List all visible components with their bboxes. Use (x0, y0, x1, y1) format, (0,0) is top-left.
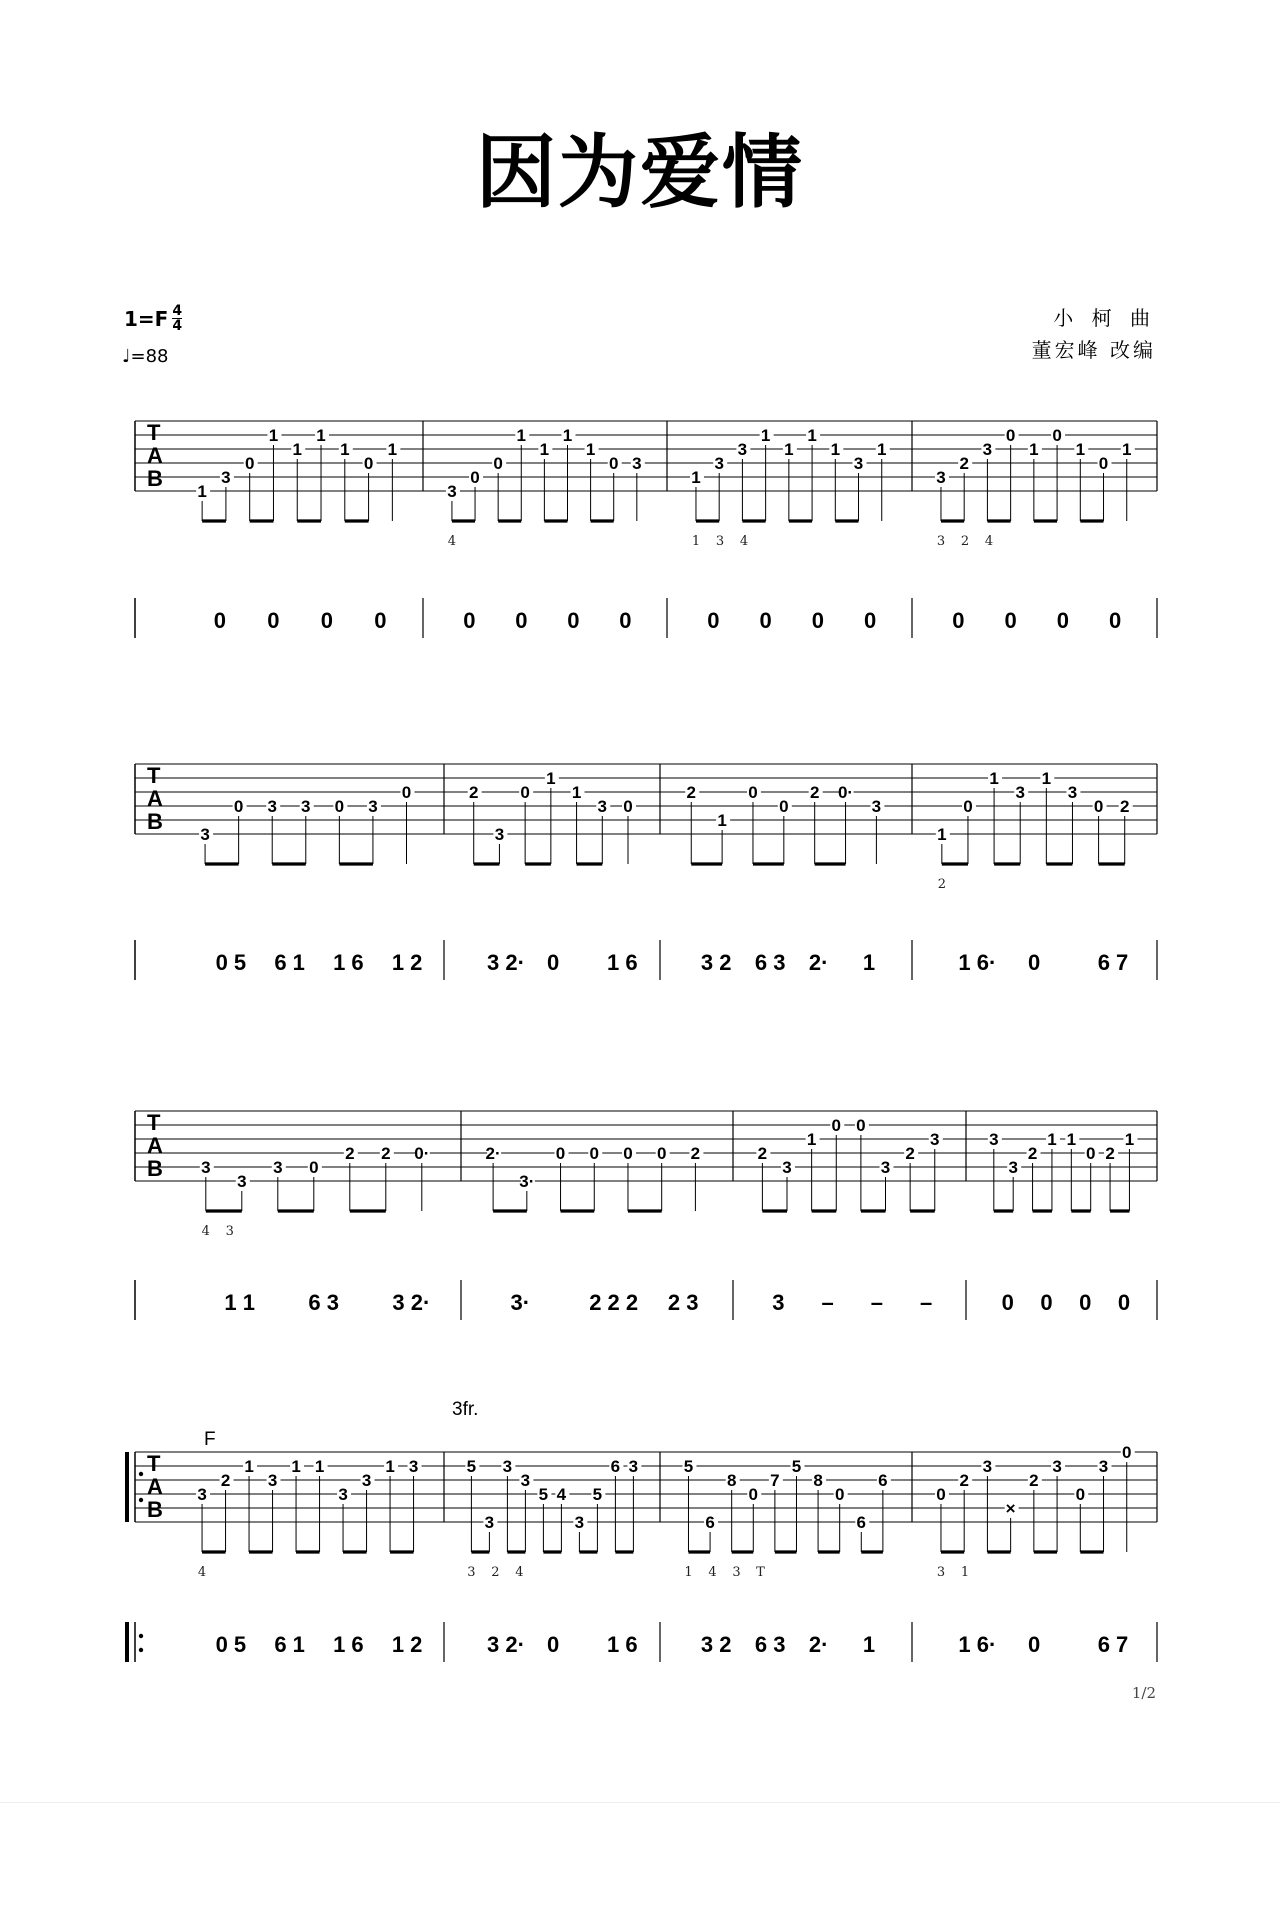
tab-fret-number: 3 (782, 1158, 792, 1177)
tab-fret-number: 1 (292, 440, 302, 459)
tab-fret-number: 1 (717, 811, 727, 830)
tab-fret-number: 0 (748, 1485, 759, 1504)
tab-fret-number: 0 (748, 783, 758, 802)
tab-fret-number: 3 (201, 1158, 211, 1177)
fingering-number: 4 (739, 534, 749, 549)
tab-fret-number: 1 (1047, 1130, 1057, 1149)
jianpu-beat: 1 (862, 1632, 876, 1657)
tab-fret-number: 4 (556, 1485, 567, 1504)
tab-fret-number: 2 (686, 783, 696, 802)
tab-fret-number: 0 (608, 454, 619, 473)
arranger-credit: 董宏峰 改编 (1031, 338, 1156, 362)
tab-fret-number: 3 (853, 454, 864, 473)
jianpu-beat: 0 (515, 608, 528, 633)
jianpu-beat: 6 3 (754, 1632, 786, 1657)
tab-letter-t: T (147, 1110, 161, 1135)
tab-fret-number: 3 (1052, 1457, 1062, 1476)
tab-fret-number: 0 (936, 1485, 946, 1504)
tab-fret-number: 1 (316, 426, 326, 445)
time-denominator: 4 (172, 318, 183, 334)
tab-fret-number: 0 (401, 783, 412, 802)
tab-fret-number: 3 (714, 454, 724, 473)
tab-fret-number: 3 (737, 440, 748, 459)
tab-fret-number: 6 (705, 1513, 715, 1532)
tab-fret-number: 3 (361, 1471, 372, 1490)
tab-fret-number: 3 (1098, 1457, 1109, 1476)
fingering-number: 3 (225, 1224, 234, 1239)
fingering-number: 2 (937, 877, 946, 892)
tab-fret-number: 1 (807, 426, 817, 445)
jianpu-beat: 0 (1117, 1290, 1131, 1315)
page-number: 1/2 (1131, 1684, 1156, 1702)
tab-fret-number: 3 (871, 797, 882, 816)
tab-letter-b: B (147, 809, 163, 834)
tab-fret-number: 1 (989, 769, 999, 788)
fingering-number: 3 (467, 1565, 476, 1580)
fingering-number: 1 (960, 1565, 970, 1580)
tab-fret-number: 2 (1027, 1144, 1038, 1163)
footer-divider (0, 1802, 1280, 1803)
jianpu-beat: 0 (1040, 1290, 1053, 1315)
tab-fret-number: 0 (309, 1158, 319, 1177)
jianpu-beat: 3 2 (700, 1632, 732, 1657)
tab-letter-a: A (147, 786, 163, 811)
jianpu-beat: 3 2· (392, 1290, 431, 1315)
tab-fret-number: 1 (571, 783, 582, 802)
jianpu-beat: 0 (320, 608, 333, 633)
tab-fret-number: 0 (1122, 1443, 1132, 1462)
tab-fret-number: 3 (338, 1485, 348, 1504)
jianpu-beat: 0 (952, 608, 965, 633)
tab-fret-number: 5 (791, 1457, 802, 1476)
repeat-dot (139, 1634, 143, 1638)
jianpu-beat: 0 (1056, 608, 1070, 633)
jianpu-beat: 6 3 (308, 1290, 339, 1315)
tab-fret-number: 6 (856, 1513, 867, 1532)
tab-fret-number: 7 (770, 1471, 780, 1490)
tab-fret-number: 3 (447, 482, 457, 501)
tab-fret-number: 1 (387, 440, 398, 459)
jianpu-beat: 0 (567, 608, 580, 633)
fingering-number: 2 (491, 1565, 500, 1580)
tab-letter-t: T (147, 763, 161, 788)
tab-fret-number: 1 (268, 426, 279, 445)
tab-fret-number: 2· (485, 1144, 501, 1163)
fingering-number: 3 (936, 534, 946, 549)
jianpu-beat: 1 6 (333, 1632, 364, 1657)
tab-fret-number: 3 (273, 1158, 283, 1177)
jianpu-beat: 6 1 (274, 1632, 305, 1657)
tab-fret-number: 1 (1041, 769, 1052, 788)
jianpu-beat: 1 6· (958, 950, 997, 975)
jianpu-beat: 6 7 (1097, 950, 1129, 975)
jianpu-beat: 2 3 (667, 1290, 699, 1315)
tab-fret-number: 3 (494, 825, 505, 844)
tab-fret-number: 0 (1052, 426, 1062, 445)
tab-fret-number: 3 (200, 825, 210, 844)
jianpu-beat: 1 6 (333, 950, 364, 975)
jianpu-beat: 0 (547, 950, 560, 975)
fingering-number: 4 (708, 1565, 717, 1580)
jianpu-beat: 0 (374, 608, 387, 633)
jianpu-beat: 2 2 2 (589, 1290, 639, 1315)
tab-fret-number: 0 (1093, 797, 1104, 816)
chord-label-f: F (204, 1429, 216, 1450)
tab-fret-number: 3 (267, 1471, 278, 1490)
fingering-number: 4 (447, 534, 457, 549)
jianpu-beat: 3 2· (487, 1632, 525, 1657)
tab-fret-number: 2 (905, 1144, 915, 1163)
tab-fret-number: 1 (1075, 440, 1086, 459)
repeat-dot (139, 1472, 143, 1476)
tab-letter-b: B (147, 1156, 163, 1181)
tab-fret-number: 3 (237, 1172, 247, 1191)
time-numerator: 4 (172, 303, 183, 319)
jianpu-beat: 0 (463, 608, 476, 633)
tab-fret-number: 1 (1066, 1130, 1077, 1149)
tab-fret-number: 3 (1008, 1158, 1018, 1177)
fingering-number: 4 (201, 1224, 210, 1239)
tab-fret-number: 1 (562, 426, 573, 445)
jianpu-beat: 1 2 (391, 950, 423, 975)
tab-fret-number: 1 (197, 482, 207, 501)
jianpu-beat: 2· (808, 1632, 829, 1657)
tab-fret-number: 1 (806, 1130, 817, 1149)
jianpu-beat: 0 (267, 608, 280, 633)
tab-fret-number: 1 (1122, 440, 1132, 459)
tab-fret-number: 3 (368, 797, 378, 816)
tab-fret-number: 3 (520, 1471, 531, 1490)
tab-fret-number: 0 (831, 1116, 841, 1135)
fingering-number: 4 (197, 1565, 207, 1580)
jianpu-beat: 3 2· (487, 950, 525, 975)
jianpu-beat: – (919, 1290, 933, 1315)
jianpu-beat: 1 1 (224, 1290, 255, 1315)
jianpu-beat: 1 2 (391, 1632, 423, 1657)
tab-fret-number: 8 (726, 1471, 737, 1490)
jianpu-beat: 0 (1028, 950, 1041, 975)
jianpu-beat: 1 6 (607, 950, 638, 975)
tab-fret-number: 3 (267, 797, 277, 816)
tab-fret-number: 2 (959, 454, 969, 473)
tab-fret-number: 5 (592, 1485, 603, 1504)
tab-fret-number: 3 (930, 1130, 940, 1149)
tab-fret-number: 3 (628, 1457, 639, 1476)
tab-fret-number: 0 (493, 454, 503, 473)
tab-fret-number: 0 (963, 797, 973, 816)
jianpu-beat: 0 (864, 608, 877, 633)
tab-fret-number: 3 (484, 1513, 495, 1532)
tab-fret-number: 2 (381, 1144, 391, 1163)
tab-fret-number: 2 (1029, 1471, 1039, 1490)
tab-fret-number: 1 (539, 440, 550, 459)
fingering-number: 4 (984, 534, 994, 549)
jianpu-beat: 0 (759, 608, 772, 633)
tab-letter-b: B (147, 1497, 163, 1522)
tab-fret-number: 3 (408, 1457, 419, 1476)
tab-fret-number: 3 (301, 797, 311, 816)
jianpu-beat: 0 (707, 608, 720, 633)
tab-fret-number: 0 (623, 1144, 633, 1163)
fingering-number: 4 (515, 1565, 524, 1580)
tab-fret-number: 0 (520, 783, 530, 802)
tab-fret-number: 1 (546, 769, 556, 788)
tab-fret-number: 1 (1124, 1130, 1135, 1149)
tab-fret-number: 1 (877, 440, 887, 459)
jianpu-beat: 2· (808, 950, 829, 975)
tab-fret-number: 3 (1015, 783, 1025, 802)
tab-fret-number: 1 (784, 440, 794, 459)
tab-fret-number: 6 (878, 1471, 888, 1490)
tab-fret-number: 0· (414, 1144, 430, 1163)
fingering-number: 1 (691, 534, 701, 549)
tab-fret-number: 1 (385, 1457, 395, 1476)
tab-fret-number: 0 (779, 797, 789, 816)
tab-fret-number: 2 (809, 783, 820, 802)
tab-letter-a: A (147, 443, 163, 468)
jianpu-beat: 0 (1001, 1290, 1014, 1315)
jianpu-beat: 3· (510, 1290, 531, 1315)
tab-fret-number: 3 (574, 1513, 585, 1532)
tab-fret-number: 0 (244, 454, 255, 473)
jianpu-beat: 0 (1109, 608, 1122, 633)
tab-fret-number: 0 (233, 797, 244, 816)
fingering-number: T (756, 1565, 765, 1580)
fingering-number: 3 (936, 1565, 946, 1580)
tab-fret-number: 5 (683, 1457, 694, 1476)
tab-fret-number: 3 (221, 468, 231, 487)
tab-fret-number: 3 (989, 1130, 999, 1149)
tab-fret-number: 0 (470, 468, 480, 487)
tab-fret-number: 2 (690, 1144, 701, 1163)
jianpu-beat: 6 1 (274, 950, 305, 975)
tab-fret-number: 3· (519, 1172, 535, 1191)
jianpu-beat: 0 (619, 608, 632, 633)
tab-letter-a: A (147, 1133, 163, 1158)
jianpu-beat: 0 (1079, 1290, 1092, 1315)
tab-fret-number: 0 (1005, 426, 1016, 445)
fingering-number: 3 (715, 534, 725, 549)
fingering-number: 3 (732, 1565, 741, 1580)
tab-fret-number: 3 (197, 1485, 207, 1504)
tab-fret-number: × (1005, 1499, 1016, 1518)
jianpu-beat: 3 2 (700, 950, 732, 975)
tab-fret-number: 3 (502, 1457, 513, 1476)
jianpu-beat: 6 7 (1097, 1632, 1129, 1657)
tab-fret-number: 3 (597, 797, 608, 816)
tab-fret-number: 2 (757, 1144, 768, 1163)
tab-fret-number: 1 (314, 1457, 325, 1476)
jianpu-beat: 3 (772, 1290, 785, 1315)
tab-fret-number: 2 (345, 1144, 355, 1163)
repeat-dot (139, 1498, 143, 1502)
tab-fret-number: 5 (538, 1485, 549, 1504)
tab-fret-number: 1 (830, 440, 841, 459)
tab-fret-number: 2 (220, 1471, 231, 1490)
tab-fret-number: 1 (291, 1457, 301, 1476)
jianpu-beat: 1 6 (607, 1632, 638, 1657)
jianpu-beat: – (870, 1290, 883, 1315)
tab-fret-number: 1 (937, 825, 947, 844)
jianpu-beat: 0 5 (215, 1632, 247, 1657)
position-label-3fr: 3fr. (452, 1399, 479, 1420)
jianpu-beat: 0 (213, 608, 226, 633)
tab-fret-number: 3 (982, 440, 993, 459)
tab-fret-number: 1 (760, 426, 771, 445)
tab-fret-number: 8 (813, 1471, 823, 1490)
tab-fret-number: 5 (466, 1457, 477, 1476)
tab-fret-number: 2 (959, 1471, 969, 1490)
tab-fret-number: 1 (1029, 440, 1039, 459)
tab-fret-number: 1 (691, 468, 701, 487)
tab-fret-number: 0 (656, 1144, 667, 1163)
tab-fret-number: 0 (1075, 1485, 1086, 1504)
tab-letter-b: B (147, 466, 163, 491)
jianpu-beat: 0 (1004, 608, 1017, 633)
tab-fret-number: 0 (1098, 454, 1109, 473)
tab-letter-t: T (147, 420, 161, 445)
tempo-marking: ♩=88 (122, 346, 169, 367)
tab-fret-number: 0 (589, 1144, 599, 1163)
jianpu-beat: 1 6· (958, 1632, 997, 1657)
tab-fret-number: 3 (880, 1158, 891, 1177)
tab-fret-number: 2 (468, 783, 479, 802)
tab-letter-a: A (147, 1474, 163, 1499)
jianpu-beat: – (821, 1290, 834, 1315)
tab-fret-number: 1 (585, 440, 596, 459)
jianpu-beat: 6 3 (754, 950, 786, 975)
key-label: 1=F (124, 306, 169, 331)
song-title: 因为爱情 (476, 126, 804, 219)
jianpu-beat: 0 (547, 1632, 560, 1657)
repeat-dot (139, 1648, 143, 1652)
jianpu-beat: 0 (1028, 1632, 1041, 1657)
fingering-number: 1 (684, 1565, 693, 1580)
tab-fret-number: 1 (244, 1457, 254, 1476)
tab-fret-number: 0 (623, 797, 633, 816)
jianpu-beat: 0 (811, 608, 825, 633)
tab-fret-number: 3 (936, 468, 946, 487)
tab-fret-number: 6 (610, 1457, 621, 1476)
tab-fret-number: 2 (1119, 797, 1130, 816)
tab-fret-number: 1 (516, 426, 527, 445)
tab-fret-number: 3 (632, 454, 642, 473)
tab-fret-number: 0 (1085, 1144, 1096, 1163)
tab-letter-t: T (147, 1451, 161, 1476)
tab-fret-number: 1 (340, 440, 350, 459)
fingering-number: 2 (960, 534, 970, 549)
tab-fret-number: 3 (1067, 783, 1078, 802)
tab-fret-number: 0 (856, 1116, 866, 1135)
jianpu-beat: 0 5 (215, 950, 247, 975)
tab-fret-number: 2 (1105, 1144, 1115, 1163)
tab-fret-number: 0· (837, 783, 854, 802)
tab-fret-number: 3 (982, 1457, 993, 1476)
tab-fret-number: 0 (834, 1485, 845, 1504)
composer-credit: 小 柯 曲 (1053, 306, 1156, 330)
tab-fret-number: 0 (555, 1144, 566, 1163)
tab-fret-number: 0 (334, 797, 345, 816)
jianpu-beat: 1 (862, 950, 876, 975)
tab-fret-number: 0 (363, 454, 374, 473)
